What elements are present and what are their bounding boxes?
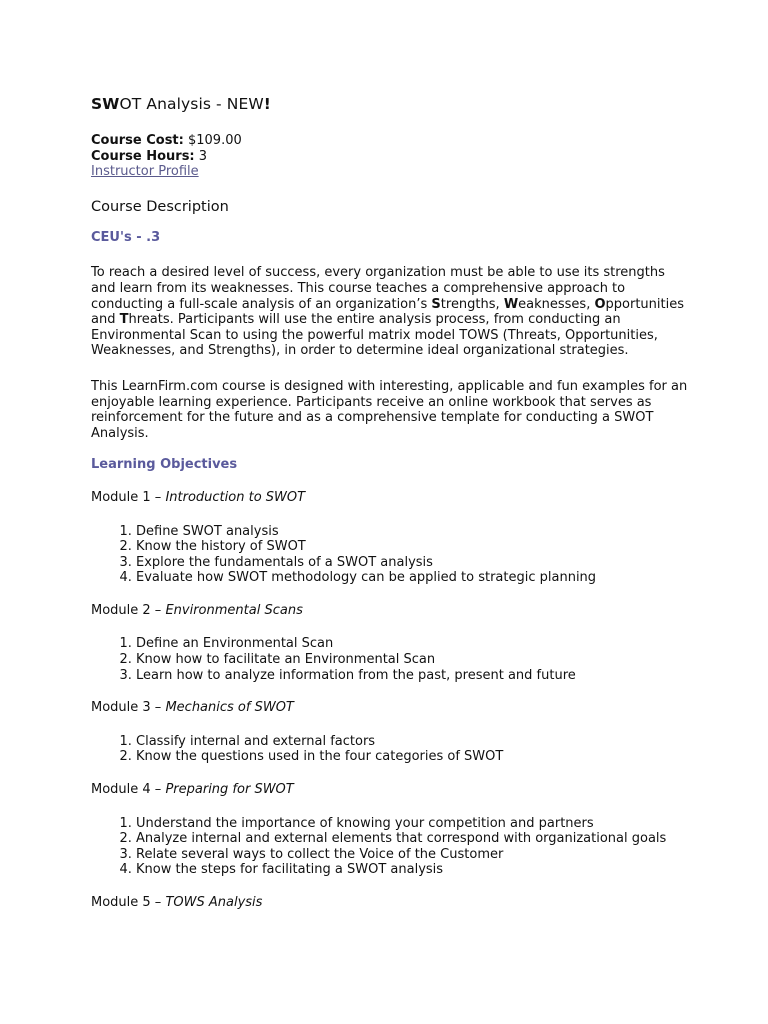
list-item: 2. Know the questions used in the four categories of SWOT [136,749,691,765]
course-cost [91,133,691,149]
list-item: 2. Analyze internal and external elements that correspond with organizational goals [136,831,691,847]
module-1-heading [91,490,691,506]
module-3-objectives [91,734,691,765]
list-item: 1. Define SWOT analysis [136,524,691,540]
module-4-objectives [91,816,691,878]
module-2-heading [91,603,691,619]
module-3-name: Mechanics of SWOT [165,700,294,716]
module-1-name: Introduction to SWOT [165,489,306,505]
list-item: 1. Classify internal and external factors [136,734,691,750]
module-2-name: Environmental Scans [165,602,303,618]
course-hours-label: Course Hours: [91,148,195,164]
para1-text-b: trengths, [440,296,504,312]
para1-letter-t: T [119,312,129,328]
module-5-name: TOWS Analysis [165,895,263,910]
module-1-objectives [91,524,691,586]
para1-letter-s: S [431,296,441,312]
list-item: 1. Understand the importance of knowing your competition and partners [136,816,691,832]
module-4-heading [91,782,691,798]
para1-letter-o: O [594,296,606,312]
title-bold-exclaim: ! [263,95,271,113]
module-3-heading [91,700,691,716]
list-item: 3. Learn how to analyze information from the past, present and future [136,668,691,684]
module-4-name: Preparing for SWOT [165,782,294,798]
para1-text-c: eaknesses, [518,296,595,312]
module-1-prefix: Module 1 – [91,489,166,505]
module-4-prefix: Module 4 – [91,782,166,798]
list-item: 2. Know how to facilitate an Environmental Scan [136,652,691,668]
para1-text-e: hreats. Participants will use the entire analysis process, from conducting an Environmental Scan to using the powerful matrix model TOWS (Threats, Opportunities, Weaknesses, and Strengths), in order to determine ideal organizational strategies. [91,312,658,359]
para1-text-a: To reach a desired level of success, every organization must be able to use its strengths and learn from its weaknesses. This course teaches a comprehensive approach to conducting a full-scale analysis of an organization’s [91,265,665,312]
learning-objectives-heading: Learning Objectives [91,457,238,473]
module-2-prefix: Module 2 – [91,602,166,618]
page-title [91,95,691,113]
instructor-profile-link[interactable]: Instructor Profile [91,164,199,180]
course-cost-label: Course Cost: [91,133,184,148]
description-paragraph-1 [91,265,691,359]
course-cost-value: $109.00 [187,133,242,148]
list-item: 4. Evaluate how SWOT methodology can be applied to strategic planning [136,570,691,586]
instructor-row [91,164,691,180]
title-middle: OT Analysis - NEW [119,95,264,113]
course-page [91,95,691,911]
list-item: 3. Relate several ways to collect the Voice of the Customer [136,847,691,863]
list-item: 1. Define an Environmental Scan [136,636,691,652]
ceu-label: CEU's - .3 [91,229,161,245]
module-5-prefix: Module 5 – [91,895,166,910]
description-paragraph-2: This LearnFirm.com course is designed with interesting, applicable and fun examples for an enjoyable learning experience. Participants receive an online workbook that serves as reinforcement for the future and as a comprehensive template for conducting a SWOT Analysis. [91,378,688,441]
list-item: 4. Know the steps for facilitating a SWOT analysis [136,862,691,878]
module-3-prefix: Module 3 – [91,700,166,716]
para1-letter-w: W [503,296,519,312]
course-description-heading: Course Description [91,198,229,215]
title-bold-sw: SW [91,95,120,113]
module-2-objectives [91,636,691,683]
para1-text-d: pportunities and [91,296,685,328]
module-5-heading [91,895,691,911]
course-hours [91,149,691,165]
list-item: 2. Know the history of SWOT [136,539,691,555]
course-hours-value: 3 [198,148,208,164]
list-item: 3. Explore the fundamentals of a SWOT analysis [136,555,691,571]
